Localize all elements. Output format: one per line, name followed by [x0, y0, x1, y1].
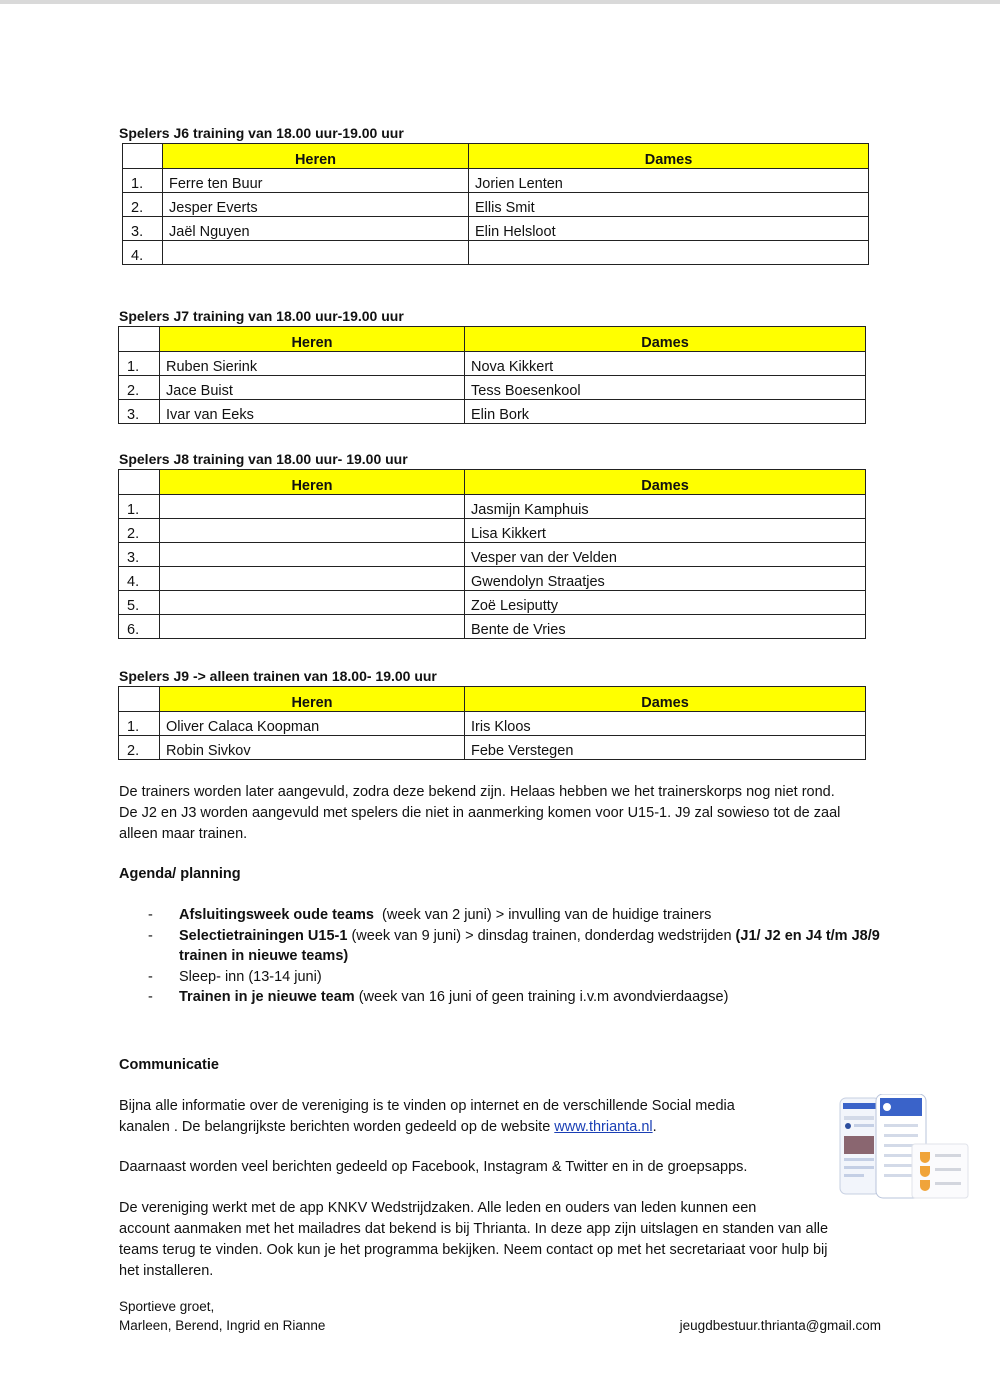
heren-cell: Robin Sivkov — [160, 736, 465, 760]
row-number: 1. — [119, 495, 160, 519]
table-row — [119, 543, 866, 567]
dames-cell: Tess Boesenkool — [465, 376, 866, 400]
intro-line: De trainers worden later aangevuld, zodra deze bekend zijn. Helaas hebben we het trainerskorps nog niet rond. — [119, 784, 835, 800]
dames-cell: Jorien Lenten — [469, 169, 869, 193]
paragraph-line: het installeren. — [119, 1263, 214, 1279]
agenda-item — [148, 987, 888, 1008]
number-header — [119, 687, 160, 712]
dames-cell: Jasmijn Kamphuis — [465, 495, 866, 519]
agenda-item-title: Trainen in je nieuwe team — [179, 989, 355, 1005]
agenda-item-text: (week van 2 juni) > invulling van de huidige trainers — [374, 907, 712, 923]
heren-cell — [160, 495, 465, 519]
row-number: 1. — [119, 352, 160, 376]
list-dash: - — [148, 989, 153, 1005]
table-header-row — [119, 327, 866, 352]
j6-title: Spelers J6 training van 18.00 uur-19.00 uur — [119, 125, 404, 141]
agenda-item-text: (week van 16 juni of geen training i.v.m avondvierdaagse) — [354, 989, 729, 1005]
table-header-row — [119, 687, 866, 712]
dames-cell — [469, 241, 869, 265]
row-number: 6. — [119, 615, 160, 639]
app-illustration-icon — [838, 1094, 970, 1204]
table-row — [119, 712, 866, 736]
row-number: 5. — [119, 591, 160, 615]
dames-cell: Gwendolyn Straatjes — [465, 567, 866, 591]
j7-table — [118, 326, 866, 424]
communicatie-paragraph-1 — [119, 1096, 819, 1138]
list-dash: - — [148, 927, 153, 944]
agenda-item — [148, 967, 888, 988]
row-number: 2. — [119, 519, 160, 543]
dames-cell: Nova Kikkert — [465, 352, 866, 376]
table-row — [123, 193, 869, 217]
heren-cell — [160, 567, 465, 591]
heren-cell — [160, 591, 465, 615]
paragraph-line: Bijna alle informatie over de vereniging is te vinden op internet en de verschillende Social media — [119, 1098, 735, 1114]
heren-cell — [163, 241, 469, 265]
table-row — [123, 241, 869, 265]
table-row — [119, 591, 866, 615]
website-link[interactable]: www.thrianta.nl — [554, 1119, 653, 1135]
dames-cell: Vesper van der Velden — [465, 543, 866, 567]
greeting: Sportieve groet, — [119, 1299, 215, 1314]
table-row — [123, 217, 869, 241]
table-row — [119, 400, 866, 424]
paragraph-text: kanalen . De belangrijkste berichten worden gedeeld op de website — [119, 1119, 555, 1135]
heren-cell: Oliver Calaca Koopman — [160, 712, 465, 736]
dames-cell: Febe Verstegen — [465, 736, 866, 760]
j8-title: Spelers J8 training van 18.00 uur- 19.00 uur — [119, 451, 408, 467]
agenda-item-text: (week van 9 juni) > dinsdag trainen, donderdag wedstrijden — [347, 927, 736, 944]
heren-cell: Jace Buist — [160, 376, 465, 400]
agenda-list — [148, 905, 888, 1008]
communicatie-heading: Communicatie — [119, 1057, 219, 1073]
dames-header: Dames — [465, 470, 866, 495]
table-row — [123, 169, 869, 193]
heren-cell — [160, 543, 465, 567]
table-row — [119, 495, 866, 519]
top-edge — [0, 0, 1000, 4]
agenda-item — [148, 926, 888, 967]
dames-cell: Bente de Vries — [465, 615, 866, 639]
contact-email[interactable]: jeugdbestuur.thrianta@gmail.com — [679, 1318, 881, 1333]
table-header-row — [123, 144, 869, 169]
number-header — [119, 470, 160, 495]
dames-cell: Zoë Lesiputty — [465, 591, 866, 615]
j9-table — [118, 686, 866, 760]
number-header — [123, 144, 163, 169]
row-number: 4. — [119, 567, 160, 591]
dames-cell: Ellis Smit — [469, 193, 869, 217]
agenda-item — [148, 905, 888, 926]
heren-cell: Jesper Everts — [163, 193, 469, 217]
heren-cell — [160, 519, 465, 543]
dames-cell: Elin Bork — [465, 400, 866, 424]
agenda-item-title: Selectietrainingen U15-1 — [179, 927, 348, 944]
agenda-item-note: (J1/ J2 en J4 t/m J8/9 trainen in nieuwe teams) — [179, 927, 880, 964]
j7-title: Spelers J7 training van 18.00 uur-19.00 uur — [119, 308, 404, 324]
heren-header: Heren — [163, 144, 469, 169]
list-dash: - — [148, 907, 153, 923]
communicatie-paragraph-2: Daarnaast worden veel berichten gedeeld op Facebook, Instagram & Twitter en in de groepsapps. — [119, 1159, 748, 1175]
communicatie-paragraph-3 — [119, 1198, 899, 1282]
table-row — [119, 736, 866, 760]
table-row — [119, 519, 866, 543]
row-number: 1. — [119, 712, 160, 736]
intro-line: alleen maar trainen. — [119, 826, 248, 842]
heren-cell: Ferre ten Buur — [163, 169, 469, 193]
paragraph-line — [119, 1117, 819, 1138]
row-number: 3. — [119, 543, 160, 567]
j8-table — [118, 469, 866, 639]
agenda-item-text: Sleep- inn (13-14 juni) — [179, 968, 322, 985]
paragraph-line: teams terug te vinden. Ook kun je het programma bekijken. Neem contact op met het secretariaat voor hulp bij — [119, 1242, 828, 1258]
dames-header: Dames — [469, 144, 869, 169]
row-number: 3. — [123, 217, 163, 241]
heren-cell: Ruben Sierink — [160, 352, 465, 376]
table-header-row — [119, 470, 866, 495]
heren-header: Heren — [160, 470, 465, 495]
row-number: 1. — [123, 169, 163, 193]
paragraph-line: De vereniging werkt met de app KNKV Wedstrijdzaken. Alle leden en ouders van leden kunnen een — [119, 1200, 757, 1216]
heren-cell — [160, 615, 465, 639]
j6-table — [122, 143, 869, 265]
j9-title: Spelers J9 -> alleen trainen van 18.00- 19.00 uur — [119, 668, 437, 684]
heren-header: Heren — [160, 687, 465, 712]
number-header — [119, 327, 160, 352]
paragraph-line: account aanmaken met het mailadres dat bekend is bij Thrianta. In deze app zijn uitslagen en standen van alle — [119, 1221, 829, 1237]
agenda-item-title: Afsluitingsweek oude teams — [179, 907, 374, 923]
row-number: 2. — [123, 193, 163, 217]
dames-cell: Iris Kloos — [465, 712, 866, 736]
heren-cell: Jaël Nguyen — [163, 217, 469, 241]
intro-paragraph — [119, 782, 899, 845]
intro-line: De J2 en J3 worden aangevuld met spelers die niet in aanmerking komen voor U15-1. J9 zal sowieso tot de zaal — [119, 805, 841, 821]
closing-block — [119, 1297, 325, 1335]
heren-header: Heren — [160, 327, 465, 352]
dames-cell: Lisa Kikkert — [465, 519, 866, 543]
row-number: 4. — [123, 241, 163, 265]
row-number: 2. — [119, 376, 160, 400]
list-dash: - — [148, 968, 153, 985]
dames-cell: Elin Helsloot — [469, 217, 869, 241]
table-row — [119, 376, 866, 400]
row-number: 3. — [119, 400, 160, 424]
table-row — [119, 352, 866, 376]
signature-names: Marleen, Berend, Ingrid en Rianne — [119, 1318, 326, 1333]
heren-cell: Ivar van Eeks — [160, 400, 465, 424]
table-row — [119, 567, 866, 591]
dames-header: Dames — [465, 687, 866, 712]
agenda-heading: Agenda/ planning — [119, 866, 241, 882]
row-number: 2. — [119, 736, 160, 760]
table-row — [119, 615, 866, 639]
paragraph-text: . — [652, 1119, 657, 1135]
dames-header: Dames — [465, 327, 866, 352]
